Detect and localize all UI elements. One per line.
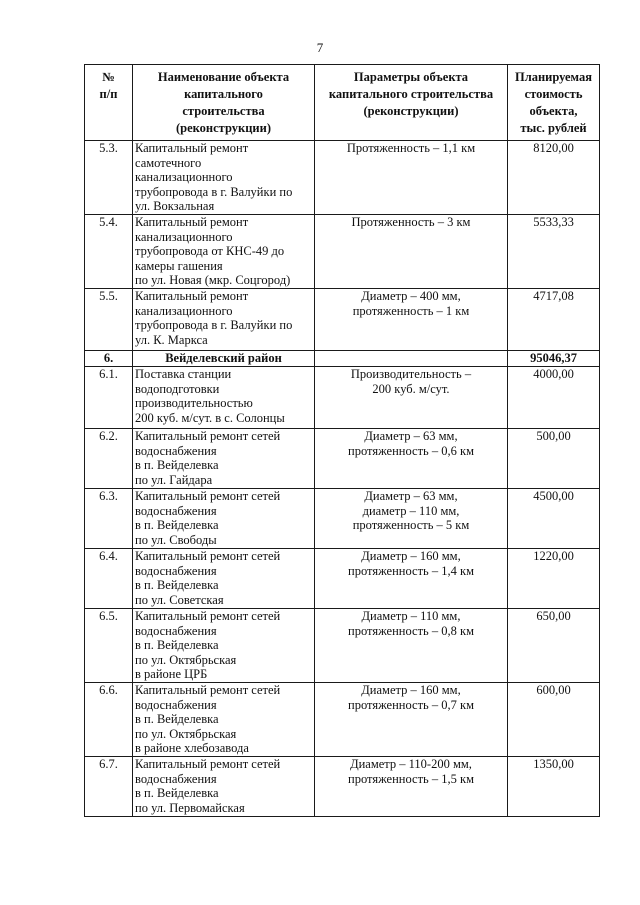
name-line: по ул. Советская — [135, 592, 224, 607]
page-number: 7 — [316, 40, 324, 55]
name-line: Капитальный ремонт — [135, 289, 249, 303]
table-row — [85, 549, 600, 609]
table-row — [85, 367, 600, 429]
row-params — [315, 429, 508, 489]
row-num: 6.6. — [85, 683, 133, 757]
table-row — [85, 289, 600, 351]
name-line: в п. Вейделевка — [135, 786, 219, 800]
name-line: водоснабжения — [135, 623, 217, 638]
name-line: 200 куб. м/сут. в с. Солонцы — [135, 410, 285, 425]
table-header-row — [85, 65, 600, 141]
row-params — [315, 215, 508, 289]
row-cost: 1350,00 — [508, 757, 600, 817]
row-params — [315, 757, 508, 817]
table-row — [85, 683, 600, 757]
name-line: канализационного — [135, 229, 233, 244]
name-line: самотечного — [135, 155, 202, 170]
params-line: диаметр – 110 мм, — [362, 503, 460, 518]
params-line: Диаметр – 63 мм, — [364, 429, 458, 443]
row-num: 6.4. — [85, 549, 133, 609]
name-line: трубопровода в г. Валуйки по — [135, 318, 293, 332]
name-line: в п. Вейделевка — [135, 458, 219, 472]
name-line: Капитальный ремонт — [135, 141, 249, 155]
row-name — [133, 609, 315, 683]
name-line: Капитальный ремонт сетей — [135, 609, 281, 623]
name-line: камеры гашения — [135, 258, 223, 273]
name-line: в п. Вейделевка — [135, 518, 219, 532]
name-line: по ул. Свободы — [135, 532, 217, 547]
table-row — [85, 141, 600, 215]
row-cost: 8120,00 — [508, 141, 600, 215]
table-row — [85, 609, 600, 683]
row-num: 6.1. — [85, 367, 133, 429]
name-line: в п. Вейделевка — [135, 578, 219, 592]
name-line: по ул. Октябрьская — [135, 652, 237, 667]
params-line: Производительность – — [350, 367, 472, 381]
name-line: в районе ЦРБ — [135, 667, 208, 681]
name-line: Капитальный ремонт сетей — [135, 683, 281, 697]
name-line: Поставка станции — [135, 367, 232, 381]
section-cost: 95046,37 — [508, 351, 600, 367]
row-cost: 4500,00 — [508, 489, 600, 549]
name-line: трубопровода в г. Валуйки по — [135, 184, 293, 199]
params-line: протяженность – 1 км — [352, 303, 470, 318]
params-line: протяженность – 1,4 км — [348, 563, 474, 578]
name-line: водоснабжения — [135, 503, 217, 518]
row-num: 5.5. — [85, 289, 133, 351]
row-num: 6.5. — [85, 609, 133, 683]
section-row — [85, 351, 600, 367]
name-line: водоснабжения — [135, 563, 217, 578]
row-params — [315, 683, 508, 757]
params-line: Диаметр – 63 мм, — [364, 489, 458, 503]
row-name — [133, 683, 315, 757]
row-name — [133, 489, 315, 549]
name-line: Капитальный ремонт — [135, 215, 249, 229]
name-line: ул. Вокзальная — [135, 199, 215, 213]
row-name — [133, 141, 315, 215]
name-line: по ул. Первомайская — [135, 800, 245, 815]
row-num: 5.3. — [85, 141, 133, 215]
params-line: Диаметр – 110-200 мм, — [350, 757, 472, 771]
name-line: ул. К. Маркса — [135, 332, 208, 347]
name-line: Капитальный ремонт сетей — [135, 757, 281, 771]
name-line: Капитальный ремонт сетей — [135, 489, 281, 503]
header-num: № п/п — [85, 65, 133, 141]
row-cost: 1220,00 — [508, 549, 600, 609]
row-cost: 600,00 — [508, 683, 600, 757]
name-line: в п. Вейделевка — [135, 638, 219, 652]
name-line: Капитальный ремонт сетей — [135, 549, 281, 563]
params-line: Диаметр – 160 мм, — [361, 683, 461, 697]
name-line: по ул. Октябрьская — [135, 726, 237, 741]
table-row — [85, 489, 600, 549]
section-num: 6. — [85, 351, 133, 367]
params-line: 200 куб. м/сут. — [372, 381, 450, 396]
row-params — [315, 367, 508, 429]
row-num: 6.3. — [85, 489, 133, 549]
name-line: водоснабжения — [135, 697, 217, 712]
row-name — [133, 549, 315, 609]
table-row — [85, 215, 600, 289]
params-line: протяженность – 0,7 км — [348, 697, 474, 712]
row-cost: 500,00 — [508, 429, 600, 489]
row-cost: 4000,00 — [508, 367, 600, 429]
params-line: Диаметр – 160 мм, — [361, 549, 461, 563]
name-line: по ул. Новая (мкр. Соцгород) — [135, 273, 291, 287]
params-line: протяженность – 0,6 км — [348, 443, 474, 458]
name-line: трубопровода от КНС-49 до — [135, 244, 285, 258]
row-name — [133, 367, 315, 429]
name-line: канализационного — [135, 170, 233, 184]
row-cost: 650,00 — [508, 609, 600, 683]
params-line: протяженность – 1,5 км — [348, 771, 474, 786]
params-line: Протяженность – 3 км — [351, 215, 471, 229]
header-params: Параметры объекта капитального строительства (реконструкции) — [315, 65, 508, 141]
name-line: водоподготовки — [135, 381, 220, 396]
section-params — [315, 351, 508, 367]
row-params — [315, 549, 508, 609]
header-cost: Планируемая стоимость объекта, тыс. рублей — [508, 65, 600, 141]
row-name — [133, 757, 315, 817]
name-line: канализационного — [135, 303, 233, 318]
name-line: производительностью — [135, 396, 253, 410]
objects-table — [84, 64, 600, 817]
row-num: 6.7. — [85, 757, 133, 817]
name-line: Капитальный ремонт сетей — [135, 429, 281, 443]
name-line: в районе хлебозавода — [135, 741, 249, 755]
section-name: Вейделевский район — [133, 351, 315, 367]
row-num: 6.2. — [85, 429, 133, 489]
name-line: по ул. Гайдара — [135, 472, 213, 487]
params-line: Диаметр – 400 мм, — [361, 289, 461, 303]
name-line: водоснабжения — [135, 771, 217, 786]
row-cost: 5533,33 — [508, 215, 600, 289]
table-row — [85, 429, 600, 489]
header-name: Наименование объекта капитального строительства (реконструкции) — [133, 65, 315, 141]
row-cost: 4717,08 — [508, 289, 600, 351]
row-name — [133, 215, 315, 289]
row-name — [133, 289, 315, 351]
row-params — [315, 141, 508, 215]
params-line: протяженность – 5 км — [352, 518, 470, 532]
table-body — [85, 141, 600, 817]
row-num: 5.4. — [85, 215, 133, 289]
table-row — [85, 757, 600, 817]
row-params — [315, 489, 508, 549]
params-line: Протяженность – 1,1 км — [346, 141, 476, 155]
row-name — [133, 429, 315, 489]
name-line: в п. Вейделевка — [135, 712, 219, 726]
params-line: Диаметр – 110 мм, — [361, 609, 461, 623]
name-line: водоснабжения — [135, 443, 217, 458]
row-params — [315, 609, 508, 683]
row-params — [315, 289, 508, 351]
params-line: протяженность – 0,8 км — [348, 623, 474, 638]
